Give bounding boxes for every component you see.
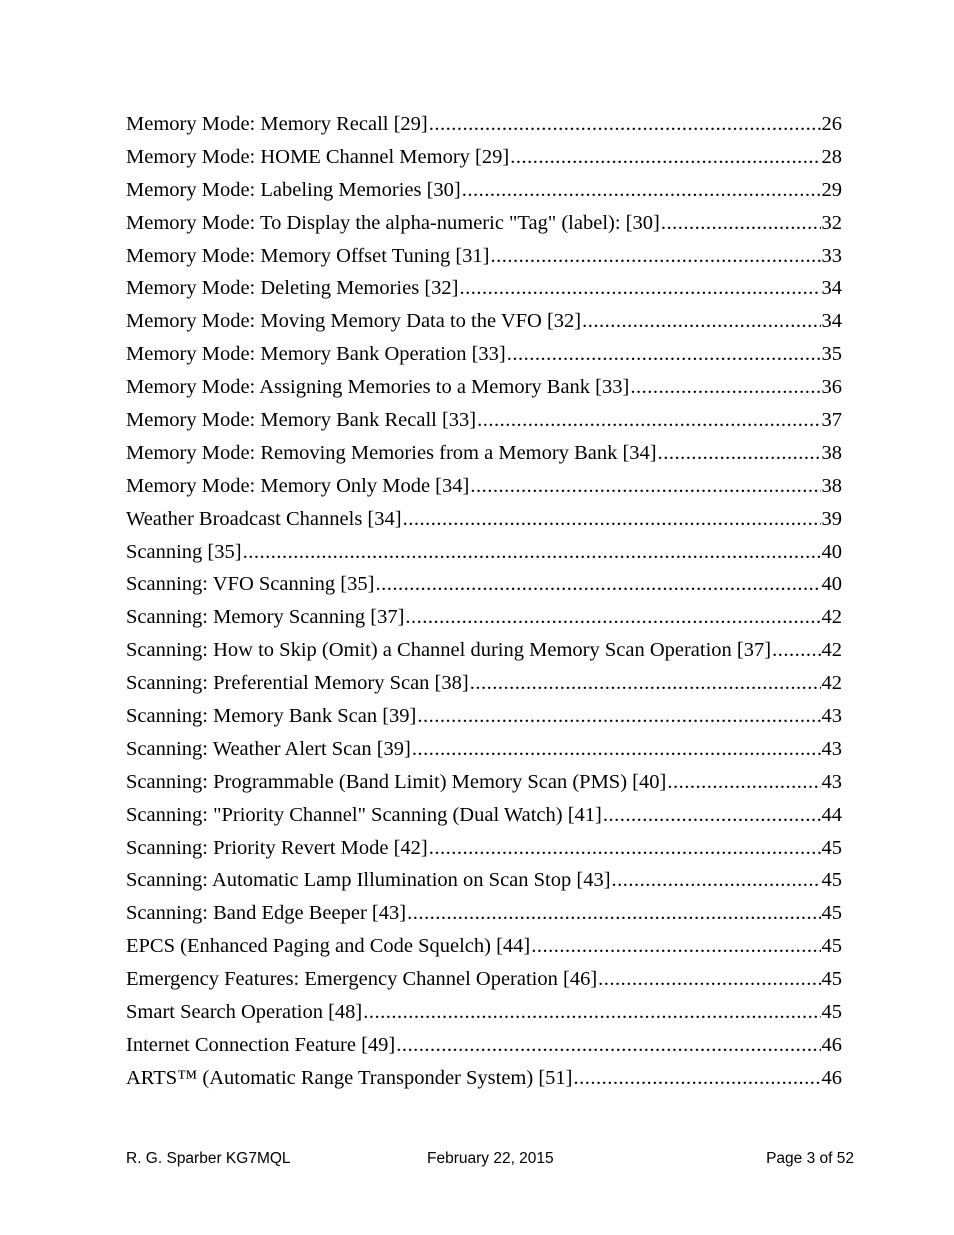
- toc-entry-title: Weather Broadcast Channels [34]: [126, 507, 402, 530]
- toc-entry[interactable]: [126, 733, 842, 766]
- toc-entry[interactable]: [126, 305, 842, 338]
- toc-entry[interactable]: [126, 108, 842, 141]
- toc-entry[interactable]: [126, 996, 842, 1029]
- toc-dot-leader: [429, 108, 821, 141]
- toc-entry[interactable]: [126, 174, 842, 207]
- toc-entry-title: EPCS (Enhanced Paging and Code Squelch) [44]: [126, 935, 531, 958]
- toc-entry-page-number: 29: [821, 178, 842, 201]
- toc-entry-title: Smart Search Operation [48]: [126, 1001, 363, 1024]
- toc-entry[interactable]: [126, 1062, 842, 1095]
- toc-entry-title: Scanning: Weather Alert Scan [39]: [126, 737, 411, 760]
- toc-entry-title: Memory Mode: Memory Offset Tuning [31]: [126, 244, 490, 267]
- toc-entry[interactable]: [126, 272, 842, 305]
- toc-entry-page-number: 34: [821, 277, 842, 300]
- toc-entry-title: Memory Mode: Assigning Memories to a Memory Bank [33]: [126, 376, 630, 399]
- toc-dot-leader: [630, 371, 820, 404]
- toc-entry-page-number: 38: [821, 441, 842, 464]
- toc-entry-page-number: 33: [821, 244, 842, 267]
- footer-page-number: Page 3 of 52: [766, 1150, 854, 1167]
- toc-entry-page-number: 42: [821, 606, 842, 629]
- toc-entry-title: Memory Mode: Memory Bank Operation [33]: [126, 343, 506, 366]
- toc-entry[interactable]: [126, 634, 842, 667]
- toc-entry-title: Memory Mode: Moving Memory Data to the VFO [32]: [126, 310, 582, 333]
- toc-entry-title: Memory Mode: Labeling Memories [30]: [126, 178, 461, 201]
- toc-entry-title: Internet Connection Feature [49]: [126, 1033, 396, 1056]
- toc-entry[interactable]: [126, 338, 842, 371]
- toc-entry-page-number: 45: [821, 902, 842, 925]
- footer-date: February 22, 2015: [427, 1150, 554, 1167]
- toc-dot-leader: [598, 963, 820, 996]
- toc-entry-page-number: 44: [821, 803, 842, 826]
- toc-entry[interactable]: [126, 832, 842, 865]
- toc-entry-title: Memory Mode: Memory Only Mode [34]: [126, 474, 470, 497]
- toc-entry-page-number: 46: [821, 1033, 842, 1056]
- toc-entry-page-number: 28: [821, 145, 842, 168]
- toc-entry[interactable]: [126, 667, 842, 700]
- toc-entry-title: Memory Mode: Memory Recall [29]: [126, 113, 428, 135]
- toc-entry-page-number: 45: [821, 836, 842, 859]
- toc-entry[interactable]: [126, 404, 842, 437]
- toc-entry[interactable]: [126, 700, 842, 733]
- toc-entry-title: Scanning: Automatic Lamp Illumination on Scan Stop [43]: [126, 869, 611, 892]
- toc-entry[interactable]: [126, 864, 842, 897]
- toc-entry-page-number: 45: [821, 935, 842, 958]
- toc-entry[interactable]: [126, 1029, 842, 1062]
- toc-entry[interactable]: [126, 437, 842, 470]
- toc-dot-leader: [603, 799, 821, 832]
- toc-entry-page-number: 26: [821, 113, 842, 135]
- toc-dot-leader: [470, 470, 820, 503]
- toc-dot-leader: [403, 503, 821, 536]
- toc-entry-page-number: 35: [821, 343, 842, 366]
- toc-entry-page-number: 42: [821, 639, 842, 662]
- toc-entry[interactable]: [126, 240, 842, 273]
- toc-dot-leader: [491, 240, 821, 273]
- toc-dot-leader: [531, 930, 820, 963]
- toc-dot-leader: [417, 700, 820, 733]
- toc-entry[interactable]: [126, 536, 842, 569]
- toc-dot-leader: [582, 305, 820, 338]
- toc-entry[interactable]: [126, 963, 842, 996]
- toc-dot-leader: [658, 437, 821, 470]
- toc-dot-leader: [405, 601, 820, 634]
- toc-entry[interactable]: [126, 568, 842, 601]
- toc-entry-title: Scanning: "Priority Channel" Scanning (Dual Watch) [41]: [126, 803, 602, 826]
- toc-entry-title: Scanning: How to Skip (Omit) a Channel during Memory Scan Operation [37]: [126, 639, 772, 662]
- toc-entry-title: Memory Mode: To Display the alpha-numeric "Tag" (label): [30]: [126, 211, 660, 234]
- toc-dot-leader: [462, 174, 821, 207]
- toc-entry-page-number: 43: [821, 770, 842, 793]
- toc-entry[interactable]: [126, 930, 842, 963]
- toc-entry-page-number: 43: [821, 705, 842, 728]
- toc-dot-leader: [396, 1029, 820, 1062]
- toc-dot-leader: [477, 404, 820, 437]
- toc-entry-title: Scanning: Programmable (Band Limit) Memory Scan (PMS) [40]: [126, 770, 667, 793]
- table-of-contents: [126, 108, 842, 1095]
- toc-entry[interactable]: [126, 503, 842, 536]
- toc-entry[interactable]: [126, 601, 842, 634]
- toc-entry-page-number: 45: [821, 869, 842, 892]
- toc-dot-leader: [412, 733, 821, 766]
- toc-entry-page-number: 40: [821, 540, 842, 563]
- toc-entry-title: Memory Mode: Memory Bank Recall [33]: [126, 409, 477, 432]
- toc-dot-leader: [573, 1062, 820, 1095]
- toc-dot-leader: [407, 897, 820, 930]
- toc-entry[interactable]: [126, 470, 842, 503]
- toc-entry[interactable]: [126, 799, 842, 832]
- toc-dot-leader: [510, 141, 820, 174]
- toc-entry-title: Scanning: Memory Scanning [37]: [126, 606, 405, 629]
- toc-entry-page-number: 34: [821, 310, 842, 333]
- toc-dot-leader: [243, 536, 821, 569]
- toc-dot-leader: [429, 832, 821, 865]
- toc-entry[interactable]: [126, 207, 842, 240]
- toc-dot-leader: [507, 338, 821, 371]
- toc-entry[interactable]: [126, 766, 842, 799]
- toc-entry[interactable]: [126, 897, 842, 930]
- toc-entry-page-number: 37: [821, 409, 842, 432]
- toc-entry-title: Scanning: Priority Revert Mode [42]: [126, 836, 428, 859]
- toc-entry-page-number: 43: [821, 737, 842, 760]
- toc-entry-page-number: 45: [821, 1001, 842, 1024]
- toc-entry-title: Scanning: Preferential Memory Scan [38]: [126, 672, 469, 695]
- toc-entry-title: Scanning: VFO Scanning [35]: [126, 573, 375, 596]
- toc-entry-title: Scanning: Band Edge Beeper [43]: [126, 902, 407, 925]
- footer-author: R. G. Sparber KG7MQL: [126, 1150, 291, 1167]
- toc-entry-title: ARTS™ (Automatic Range Transponder System) [51]: [126, 1066, 573, 1089]
- toc-entry-page-number: 36: [821, 376, 842, 399]
- page-footer: [126, 1149, 854, 1169]
- toc-dot-leader: [772, 634, 820, 667]
- toc-dot-leader: [459, 272, 820, 305]
- toc-entry-title: Memory Mode: HOME Channel Memory [29]: [126, 145, 510, 168]
- toc-dot-leader: [363, 996, 820, 1029]
- toc-entry-page-number: 32: [821, 211, 842, 234]
- toc-dot-leader: [375, 568, 820, 601]
- toc-entry-page-number: 45: [821, 968, 842, 991]
- toc-entry-title: Memory Mode: Removing Memories from a Memory Bank [34]: [126, 441, 657, 464]
- toc-entry-page-number: 46: [821, 1066, 842, 1089]
- toc-entry-page-number: 40: [821, 573, 842, 596]
- toc-entry[interactable]: [126, 371, 842, 404]
- toc-dot-leader: [667, 766, 820, 799]
- toc-entry[interactable]: [126, 141, 842, 174]
- toc-entry-page-number: 39: [821, 507, 842, 530]
- toc-entry-title: Memory Mode: Deleting Memories [32]: [126, 277, 459, 300]
- toc-dot-leader: [661, 207, 821, 240]
- toc-dot-leader: [612, 864, 821, 897]
- toc-entry-page-number: 38: [821, 474, 842, 497]
- toc-dot-leader: [470, 667, 821, 700]
- toc-entry-title: Scanning [35]: [126, 540, 242, 563]
- toc-entry-title: Scanning: Memory Bank Scan [39]: [126, 705, 417, 728]
- toc-entry-page-number: 42: [821, 672, 842, 695]
- toc-entry-title: Emergency Features: Emergency Channel Operation [46]: [126, 968, 598, 991]
